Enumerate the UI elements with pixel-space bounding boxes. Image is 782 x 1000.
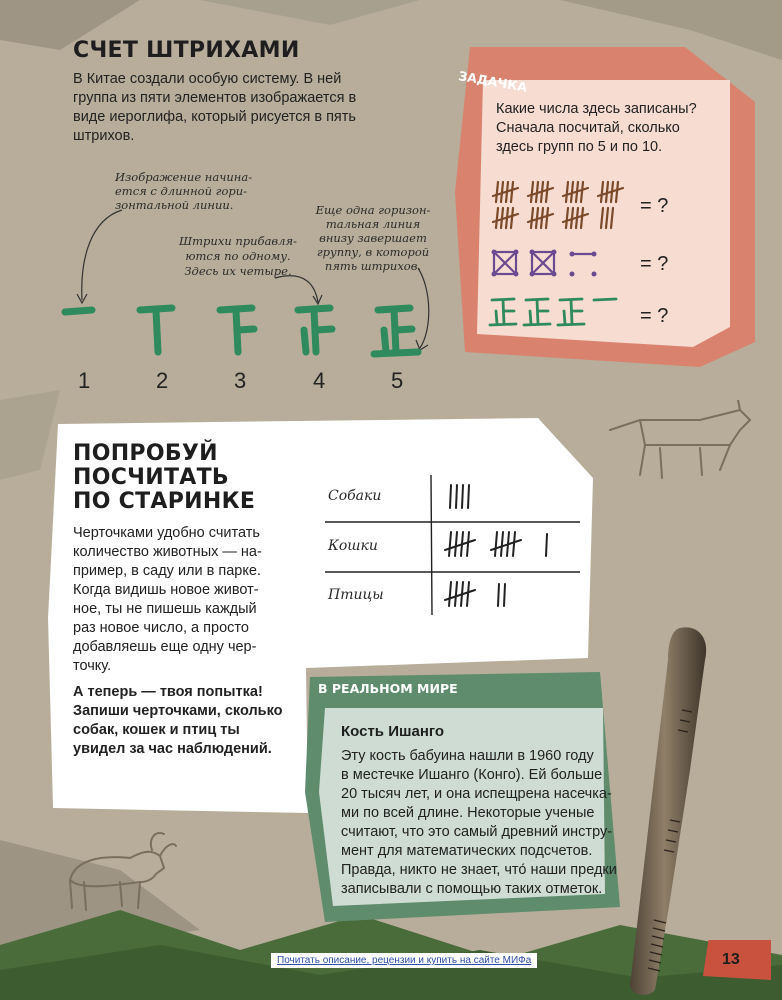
text-line: Эту кость бабуина нашли в 1960 году	[341, 748, 594, 764]
table-row-label: Кошки	[328, 538, 378, 554]
text-line: Черточками удобно считать	[73, 525, 260, 541]
ishango-bone-image	[610, 620, 720, 1000]
tally-dogs	[450, 485, 469, 508]
text-line: ное, ты не пишешь каждый	[73, 601, 257, 617]
cave-bull-drawing	[60, 820, 180, 920]
real-world-tag: В РЕАЛЬНОМ МИРЕ	[318, 681, 458, 696]
task-line: Сначала посчитай, сколько	[496, 120, 680, 136]
annotation-line: группу, в которой	[316, 245, 430, 259]
stroke-4	[298, 308, 332, 352]
annotation-line: Штрихи прибавля-	[179, 234, 297, 248]
annotation-line: ется с длинной гори-	[115, 184, 248, 198]
text-line: добавляешь еще одну чер-	[73, 639, 257, 655]
text-line: ми по всей длине. Некоторые ученые	[341, 805, 595, 821]
section-intro: В Китае создали особую систему. В ней группа из пяти элементов изображается в виде иероглифа, который рисуется в пять штрихов.	[73, 71, 357, 144]
annotation-line: ются по одному.	[185, 249, 291, 263]
text-line: Когда видишь новое живот-	[73, 582, 259, 598]
bold-line: А теперь — твоя попытка!	[73, 684, 263, 700]
text-line: мент для математических подсчетов.	[341, 843, 593, 859]
practice-instruction	[73, 683, 303, 759]
annotation-line: тальная линия	[325, 217, 421, 231]
practice-title	[73, 442, 255, 514]
stroke-number: 3	[234, 368, 247, 393]
task-tally-rows	[488, 176, 648, 336]
answer-slot: = ?	[640, 305, 669, 327]
bold-line: Запиши черточками, сколько	[73, 703, 283, 719]
annotation-line: внизу завершает	[319, 231, 427, 245]
table-row-label: Собаки	[328, 488, 382, 504]
annotation-line: зонтальной линии.	[115, 198, 234, 212]
section-title: СЧЕТ ШТРИХАМИ	[73, 38, 300, 63]
task-line: Какие числа здесь записаны?	[496, 101, 697, 117]
text-line: раз новое число, а просто	[73, 620, 249, 636]
text-line: в местечке Ишанго (Конго). Ей больше	[341, 767, 603, 783]
box-tally	[494, 252, 516, 274]
practice-text	[73, 524, 293, 676]
box-tally	[532, 252, 554, 274]
text-line: считают, что это самый древний инстру-	[341, 824, 613, 840]
stroke-3	[220, 308, 254, 352]
stroke-number: 1	[78, 368, 91, 393]
task-tag: ЗАДАЧКА	[457, 68, 529, 95]
tally-group	[528, 208, 553, 228]
text-line: пример, в саду или в парке.	[73, 563, 261, 579]
annotation-line: Еще одна горизон-	[315, 203, 431, 217]
tally-birds	[445, 582, 505, 606]
stroke-number: 4	[313, 368, 326, 393]
tally-cats	[445, 532, 547, 556]
chinese-stroke-sequence	[60, 290, 440, 370]
stroke-2	[140, 308, 172, 352]
zheng-partial	[594, 299, 616, 300]
annotation-line: пять штрихов.	[324, 259, 422, 273]
title-line: ПОСЧИТАТЬ	[73, 465, 229, 490]
real-world-title: Кость Ишанго	[341, 723, 445, 740]
title-line: ПО СТАРИНКЕ	[73, 489, 256, 514]
task-text	[496, 100, 726, 157]
tally-table	[325, 470, 585, 620]
text-line: 20 тысяч лет, и она испещрена насечка-	[341, 786, 612, 802]
tally-group	[528, 182, 553, 202]
bold-line: увидел за час наблюдений.	[73, 741, 272, 757]
tally-group	[601, 208, 613, 228]
zheng-char	[524, 299, 550, 325]
zheng-char	[558, 299, 584, 325]
title-line: ПОПРОБУЙ	[73, 441, 218, 466]
tally-group	[563, 182, 588, 202]
task-line: здесь групп по 5 и по 10.	[496, 139, 663, 155]
buy-link[interactable]: Почитать описание, рецензии и купить на сайте МИФа	[271, 953, 537, 968]
tally-group	[563, 208, 588, 228]
text-line: записывали с помощью таких отметок.	[341, 881, 603, 897]
stroke-number: 5	[391, 368, 404, 393]
text-line: количество животных — на-	[73, 544, 262, 560]
tally-group	[493, 208, 518, 228]
stroke-1	[65, 310, 92, 312]
annotation-line: Изображение начина-	[115, 170, 253, 184]
text-line: точку.	[73, 658, 112, 674]
real-world-text	[341, 747, 621, 899]
answer-slot: = ?	[640, 195, 669, 217]
page-number: 13	[722, 951, 740, 968]
table-row-label: Птицы	[328, 587, 384, 603]
annotation-line: Здесь их четыре.	[184, 264, 292, 278]
stroke-number: 2	[156, 368, 169, 393]
zheng-char	[490, 299, 516, 325]
answer-slot: = ?	[640, 253, 669, 275]
tally-group	[493, 182, 518, 202]
stroke-5	[374, 308, 418, 354]
bold-line: собак, кошек и птиц ты	[73, 722, 240, 738]
text-line: Правда, никто не знает, что́ наши предки	[341, 862, 617, 878]
tally-group	[598, 182, 623, 202]
